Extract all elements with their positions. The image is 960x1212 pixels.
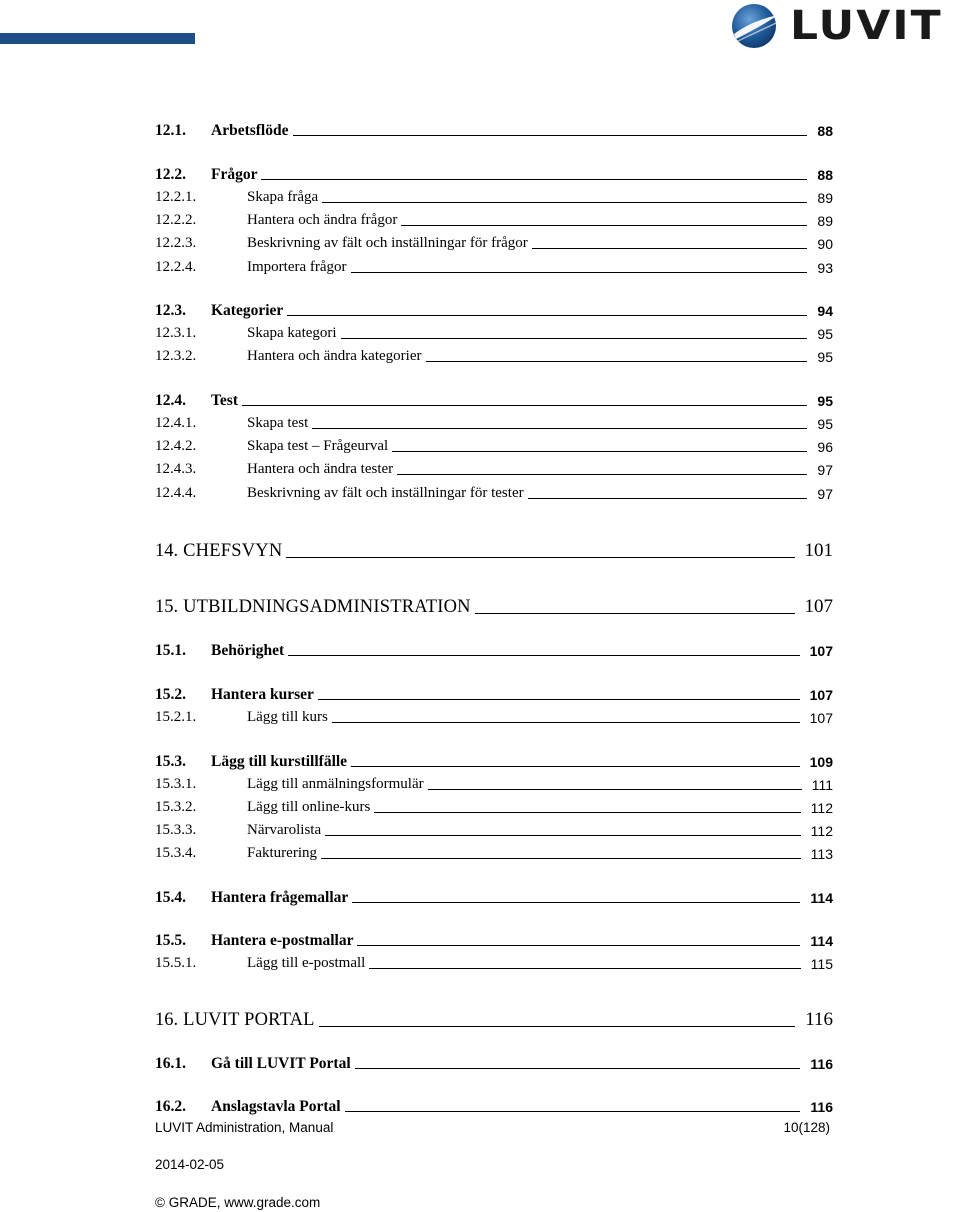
toc-entry-title: Gå till LUVIT Portal [211,1054,351,1072]
toc-entry-title: Anslagstavla Portal [211,1097,341,1115]
toc-entry-title: Hantera och ändra frågor [247,212,398,228]
toc-entry-title: Skapa kategori [247,325,337,341]
toc-entry[interactable] [155,749,833,769]
toc-entry[interactable] [155,705,833,725]
toc-entry[interactable] [155,255,833,275]
toc-entry-number: 15.4. [155,888,186,906]
toc-leader-line [532,248,808,249]
toc-entry-page: 111 [811,777,833,793]
toc-entry[interactable] [155,951,833,971]
toc-leader-line [392,451,807,452]
toc-entry-number: 16.1. [155,1054,186,1072]
toc-entry-number: 12.2.2. [155,212,197,228]
toc-entry[interactable] [155,321,833,341]
toc-entry-page: 107 [804,596,833,617]
toc-entry[interactable] [155,185,833,205]
toc-entry[interactable] [155,638,833,658]
toc-leader-line [293,135,808,136]
toc-entry-number: 12.4.2. [155,438,197,454]
header-accent-bar [0,33,195,44]
toc-leader-line [528,498,808,499]
toc-leader-line [318,699,800,700]
toc-entry-title: Beskrivning av fält och inställningar för tester [247,485,524,501]
toc-entry-page: 88 [817,123,833,139]
toc-entry-title: Hantera e-postmallar [211,931,354,949]
toc-leader-line [325,835,801,836]
toc-leader-line [288,655,799,656]
toc-entry-page: 97 [817,486,833,502]
toc-entry-page: 113 [810,846,833,862]
toc-entry-title: Skapa test [247,415,309,431]
toc-entry-page: 107 [809,710,833,726]
toc-entry-number: 12.4.3. [155,461,197,477]
toc-entry[interactable] [155,298,833,318]
toc-entry-page: 115 [810,956,833,972]
toc-leader-line [369,968,800,969]
toc-entry-page: 101 [804,540,833,561]
toc-entry-page: 109 [809,754,833,770]
toc-entry-title: Frågor [211,165,258,183]
toc-entry-number: 12.3.2. [155,348,197,364]
luvit-logo-text: LUVIT [790,2,943,49]
toc-entry-number: 12.2.3. [155,235,197,251]
toc-entry-number: 15.3.1. [155,776,197,792]
toc-entry-page: 116 [805,1009,833,1030]
toc-entry-title: Lägg till online-kurs [247,799,371,815]
toc-entry-title: Hantera frågemallar [211,888,349,906]
toc-entry-page: 114 [810,933,833,949]
toc-leader-line [475,613,795,614]
toc-entry-title: Test [211,391,238,409]
toc-entry-page: 97 [817,462,833,478]
footer-copyright: © GRADE, www.grade.com [155,1195,321,1210]
toc-leader-line [242,405,807,406]
toc-leader-line [312,428,807,429]
toc-entry-number: 12.4. [155,391,186,409]
toc-leader-line [287,315,807,316]
toc-leader-line [322,202,807,203]
toc-entry-number: 15.5.1. [155,955,197,971]
toc-leader-line [341,338,808,339]
toc-leader-line [352,902,800,903]
toc-leader-line [321,858,801,859]
toc-leader-line [397,474,807,475]
toc-entry-page: 94 [817,303,833,319]
toc-entry-title: Fakturering [247,845,317,861]
toc-entry-number: 12.4.1. [155,415,197,431]
toc-entry[interactable] [155,481,833,501]
toc-entry[interactable] [155,795,833,815]
toc-entry-number: 12.3.1. [155,325,197,341]
toc-entry-title: Lägg till e-postmall [247,955,366,971]
toc-leader-line [351,766,800,767]
toc-entry[interactable] [155,388,833,408]
toc-entry-page: 116 [810,1099,833,1115]
toc-leader-line [286,557,794,558]
toc-entry[interactable] [155,1094,833,1114]
toc-entry[interactable] [155,411,833,431]
toc-entry-number: 16. [155,1009,179,1030]
toc-entry-page: 112 [810,800,833,816]
toc-entry-title: Lägg till kurs [247,709,328,725]
toc-entry-page: 95 [817,416,833,432]
toc-entry-number: 15. [155,596,179,617]
toc-entry-number: 15.3. [155,752,186,770]
footer-doc-title: LUVIT Administration, Manual [155,1120,334,1135]
toc-entry-title: CHEFSVYN [183,540,283,561]
toc-entry-title: LUVIT PORTAL [183,1009,315,1030]
toc-entry[interactable] [155,208,833,228]
toc-entry-title: Lägg till anmälningsformulär [247,776,424,792]
toc-entry-page: 96 [817,439,833,455]
toc-entry-title: Hantera kurser [211,685,314,703]
toc-entry-page: 107 [809,687,833,703]
toc-entry-title: Kategorier [211,301,284,319]
toc-entry[interactable] [155,682,833,702]
toc-entry[interactable] [155,118,833,138]
toc-entry-title: Arbetsflöde [211,121,289,139]
toc-entry[interactable] [155,841,833,861]
toc-entry-number: 15.5. [155,931,186,949]
toc-entry-number: 12.2.4. [155,259,197,275]
toc-entry-page: 95 [817,326,833,342]
toc-entry-title: Lägg till kurstillfälle [211,752,348,770]
toc-entry-title: Importera frågor [247,259,347,275]
toc-entry[interactable] [155,162,833,182]
toc-entry[interactable] [155,231,833,251]
toc-entry[interactable] [155,344,833,364]
toc-entry-number: 15.2.1. [155,709,197,725]
toc-entry-number: 12.2. [155,165,186,183]
toc-entry[interactable] [155,457,833,477]
toc-entry-number: 15.3.4. [155,845,197,861]
toc-leader-line [355,1068,801,1069]
toc-entry[interactable] [155,885,833,905]
toc-entry[interactable] [155,1051,833,1071]
toc-leader-line [319,1026,796,1027]
toc-entry-page: 89 [817,190,833,206]
toc-entry-page: 95 [817,393,833,409]
toc-entry-page: 95 [817,349,833,365]
toc-entry[interactable] [155,1005,833,1029]
toc-entry-title: Närvarolista [247,822,322,838]
toc-entry-page: 116 [810,1056,833,1072]
toc-entry-page: 107 [809,643,833,659]
toc-entry[interactable] [155,818,833,838]
toc-entry-number: 16.2. [155,1097,186,1115]
toc-entry-title: Skapa test – Frågeurval [247,438,389,454]
luvit-globe-icon [728,1,782,51]
toc-entry-title: UTBILDNINGSADMINISTRATION [183,596,471,617]
toc-leader-line [374,812,800,813]
toc-entry-number: 15.1. [155,641,186,659]
toc-leader-line [401,225,807,226]
toc-entry-page: 90 [817,236,833,252]
footer-page-label: 10(128) [783,1120,830,1135]
toc-entry-number: 14. [155,540,179,561]
toc-entry-title: Skapa fråga [247,189,319,205]
toc-entry-title: Hantera och ändra kategorier [247,348,422,364]
toc-entry-number: 15.2. [155,685,186,703]
toc-leader-line [345,1111,801,1112]
toc-leader-line [426,361,808,362]
toc-entry-page: 88 [817,167,833,183]
toc-entry-number: 12.1. [155,121,186,139]
footer-date: 2014-02-05 [155,1157,225,1172]
toc-entry-title: Beskrivning av fält och inställningar för frågor [247,235,528,251]
toc-entry-number: 12.3. [155,301,186,319]
toc-entry[interactable] [155,928,833,948]
toc-entry[interactable] [155,536,833,560]
toc-leader-line [332,722,800,723]
toc-leader-line [428,789,802,790]
toc-entry-title: Behörighet [211,641,285,659]
toc-leader-line [357,945,800,946]
toc-entry[interactable] [155,434,833,454]
toc-entry-number: 15.3.2. [155,799,197,815]
toc-leader-line [351,272,808,273]
toc-entry-title: Hantera och ändra tester [247,461,394,477]
toc-leader-line [261,179,807,180]
toc-entry-number: 12.2.1. [155,189,197,205]
toc-entry[interactable] [155,592,833,616]
toc-entry-page: 114 [810,890,833,906]
toc-entry-page: 112 [810,823,833,839]
luvit-logo [728,0,960,52]
toc-entry-page: 89 [817,213,833,229]
toc-entry-page: 93 [817,260,833,276]
toc-entry-number: 12.4.4. [155,485,197,501]
toc-entry[interactable] [155,772,833,792]
toc-entry-number: 15.3.3. [155,822,197,838]
